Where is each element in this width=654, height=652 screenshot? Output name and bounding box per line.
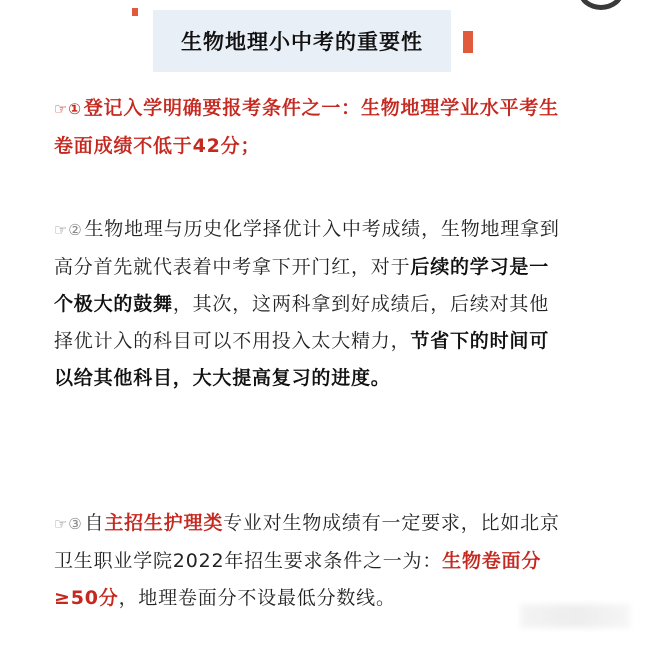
point-3-text: 自 — [84, 512, 105, 534]
point-2-text: 生物地理与历史化学择优计入中考成绩，生物地理拿到高分首先就代表着中考拿下开门红，对于 — [54, 218, 560, 278]
page-title: 生物地理小中考的重要性 — [181, 30, 423, 54]
corner-arc-decoration — [578, 0, 624, 10]
point-2-bold-1: 后续的学习是一个极大的鼓舞 — [54, 256, 550, 315]
accent-mark-small — [132, 8, 138, 16]
pointing-hand-icon: ☞① — [54, 100, 82, 118]
point-3-highlight-1: 主招生护理类 — [104, 512, 224, 534]
pointing-hand-icon: ☞③ — [54, 515, 83, 533]
point-1-text: 登记入学明确要报考条件之一：生物地理学业水平考生卷面成绩不低于42分； — [54, 97, 559, 157]
point-2-paragraph — [54, 211, 564, 397]
point-3-paragraph — [54, 505, 564, 617]
point-3-text-3: ，地理卷面分不设最低分数线。 — [118, 587, 396, 609]
title-banner — [153, 10, 451, 72]
point-2-text-2: ，其次，这两科拿到好成绩后，后续对其他择优计入的科目可以不用投入太大精力， — [54, 293, 550, 352]
point-2-bold-2: 节省下的时间可以给其他科目，大大提高复习的进度。 — [54, 330, 550, 389]
point-3-text-2: 专业对生物成绩有一定要求，比如北京卫生职业学院2022年招生要求条件之一为： — [54, 512, 560, 572]
accent-mark-right — [463, 31, 473, 53]
point-3-highlight-2: 生物卷面分≥50分 — [54, 550, 542, 609]
pointing-hand-icon: ☞② — [54, 221, 83, 239]
point-1-paragraph — [54, 90, 564, 165]
blurred-watermark — [520, 604, 630, 628]
